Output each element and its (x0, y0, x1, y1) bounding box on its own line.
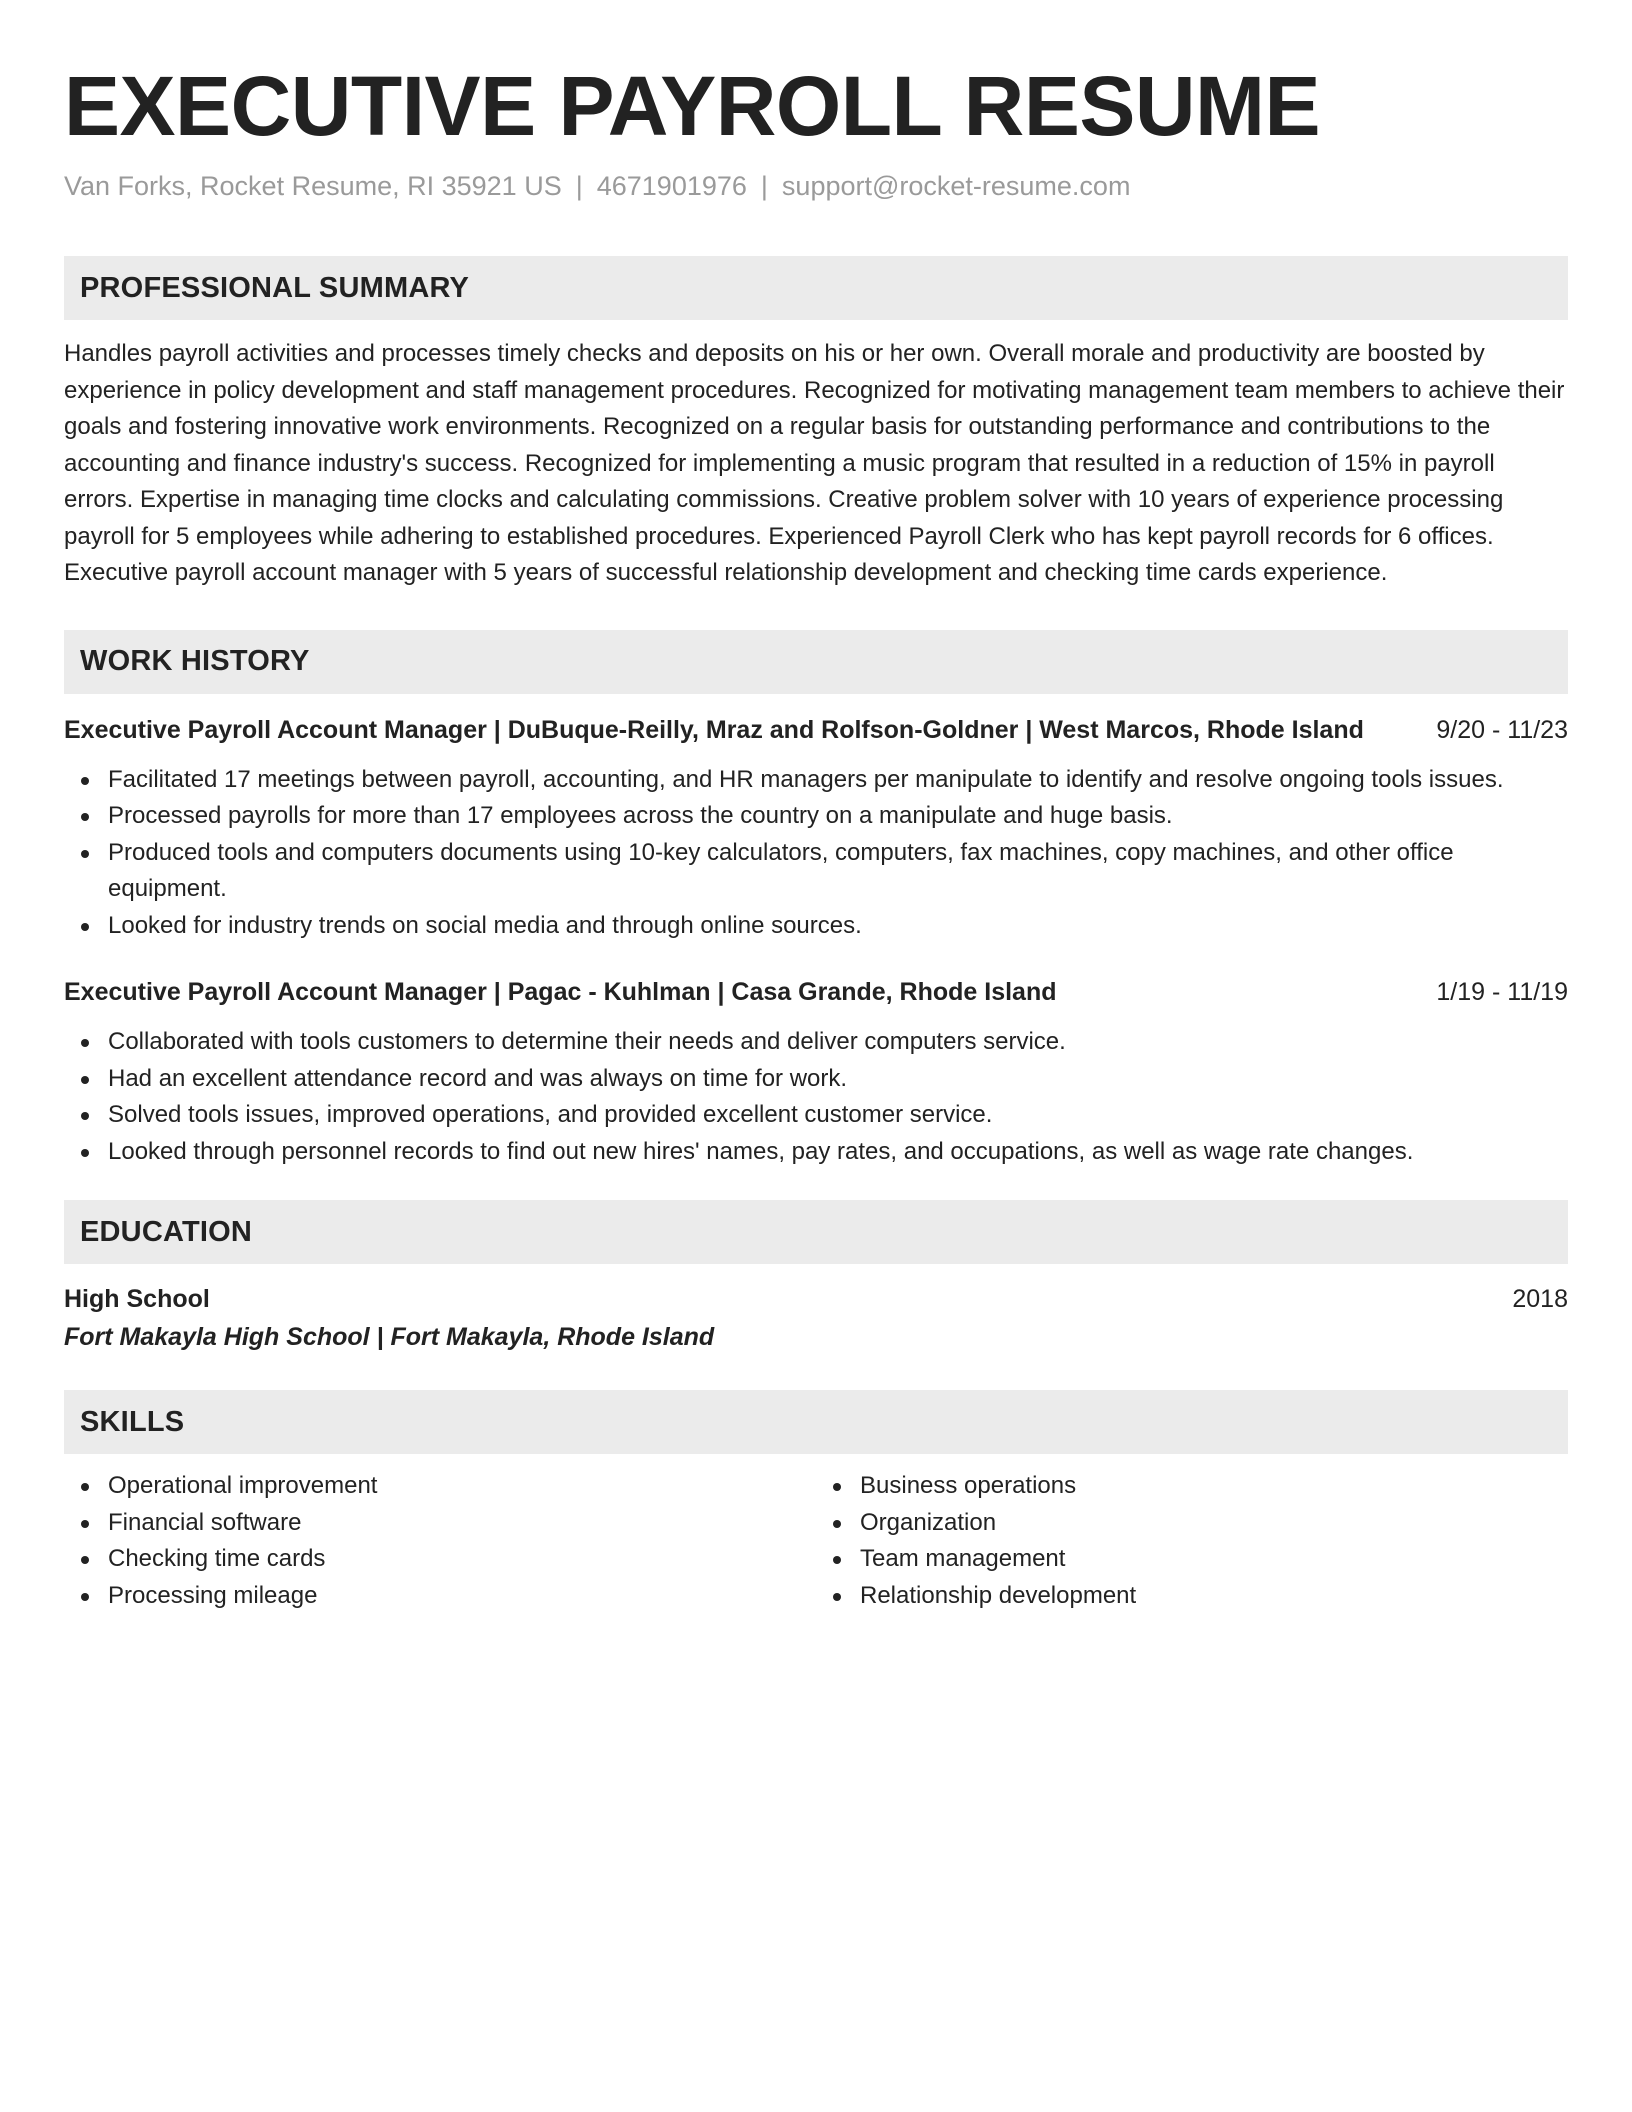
job-header (64, 712, 1568, 748)
job-dates: 1/19 - 11/19 (1436, 978, 1568, 1006)
job-entry (64, 974, 1568, 1170)
job-bullet: Processed payrolls for more than 17 employees across the country on a manipulate and huge basis. (108, 798, 1568, 835)
summary-section-header (64, 256, 1568, 320)
education-section-header (64, 1200, 1568, 1264)
job-entry (64, 712, 1568, 945)
education-entry (64, 1280, 1568, 1356)
job-bullet: Looked through personnel records to find out new hires' names, pay rates, and occupations, as well as wage rate changes. (108, 1134, 1568, 1171)
job-title: Executive Payroll Account Manager | DuBuque-Reilly, Mraz and Rolfson-Goldner | West Marcos, Rhode Island (64, 715, 1364, 744)
skill-item: Relationship development (860, 1578, 1568, 1615)
contact-phone: 4671901976 (596, 171, 747, 201)
job-bullet: Facilitated 17 meetings between payroll, accounting, and HR managers per manipulate to identify and resolve ongoing tools issues. (108, 762, 1568, 799)
skills-list (64, 1468, 1568, 1614)
job-header (64, 974, 1568, 1010)
work-section-header (64, 630, 1568, 694)
education-school: Fort Makayla High School | Fort Makayla, Rhode Island (64, 1323, 715, 1351)
skill-item: Organization (860, 1505, 1568, 1542)
job-title: Executive Payroll Account Manager | Pagac - Kuhlman | Casa Grande, Rhode Island (64, 978, 1057, 1006)
resume-title: EXECUTIVE PAYROLL RESUME (64, 59, 1321, 153)
job-bullet: Had an excellent attendance record and was always on time for work. (108, 1061, 1568, 1098)
skills-heading: SKILLS (80, 1405, 185, 1438)
skill-item: Team management (860, 1541, 1568, 1578)
education-year: 2018 (1512, 1285, 1568, 1313)
skill-item: Processing mileage (108, 1578, 816, 1615)
education-degree: High School (64, 1285, 210, 1313)
job-dates: 9/20 - 11/23 (1436, 715, 1568, 744)
job-bullet: Looked for industry trends on social media and through online sources. (108, 908, 1568, 945)
skills-column-right (816, 1468, 1568, 1614)
skill-item: Financial software (108, 1505, 816, 1542)
resume-page (64, 56, 1568, 1614)
summary-heading: PROFESSIONAL SUMMARY (80, 271, 470, 304)
summary-text: Handles payroll activities and processes timely checks and deposits on his or her own. Overall morale and productivity are boosted by experience in policy development and staff management procedures. Recognized for motivating management team members to achieve their goals and fostering innovative work environments. Recognized on a regular basis for outstanding performance and contributions to the accounting and finance industry's success. Recognized for implementing a music program that resulted in a reduction of 15% in payroll errors. Expertise in managing time clocks and calculating commissions. Creative problem solver with 10 years of experience processing payroll for 5 employees while adhering to established procedures. Experienced Payroll Clerk who has kept payroll records for 6 offices. Executive payroll account manager with 5 years of successful relationship development and checking time cards experience. (64, 340, 1565, 586)
skills-section-header (64, 1390, 1568, 1454)
job-bullet: Produced tools and computers documents using 10-key calculators, computers, fax machines, copy machines, and other office equipment. (108, 835, 1568, 908)
contact-address: Van Forks, Rocket Resume, RI 35921 US (64, 171, 562, 201)
work-heading: WORK HISTORY (80, 645, 310, 677)
skill-item: Operational improvement (108, 1468, 816, 1505)
job-bullet: Collaborated with tools customers to determine their needs and deliver computers service. (108, 1024, 1568, 1061)
contact-separator: | (760, 171, 768, 201)
education-header (64, 1280, 1568, 1318)
education-heading: EDUCATION (80, 1215, 253, 1248)
contact-line (64, 168, 1568, 204)
contact-email: support@rocket-resume.com (781, 171, 1131, 201)
job-bullet: Solved tools issues, improved operations, and provided excellent customer service. (108, 1097, 1568, 1134)
skill-item: Checking time cards (108, 1541, 816, 1578)
job-bullet-list (64, 1024, 1568, 1170)
job-bullet-list (64, 762, 1568, 945)
skill-item: Business operations (860, 1468, 1568, 1505)
skills-column-left (64, 1468, 816, 1614)
contact-separator: | (575, 171, 583, 201)
